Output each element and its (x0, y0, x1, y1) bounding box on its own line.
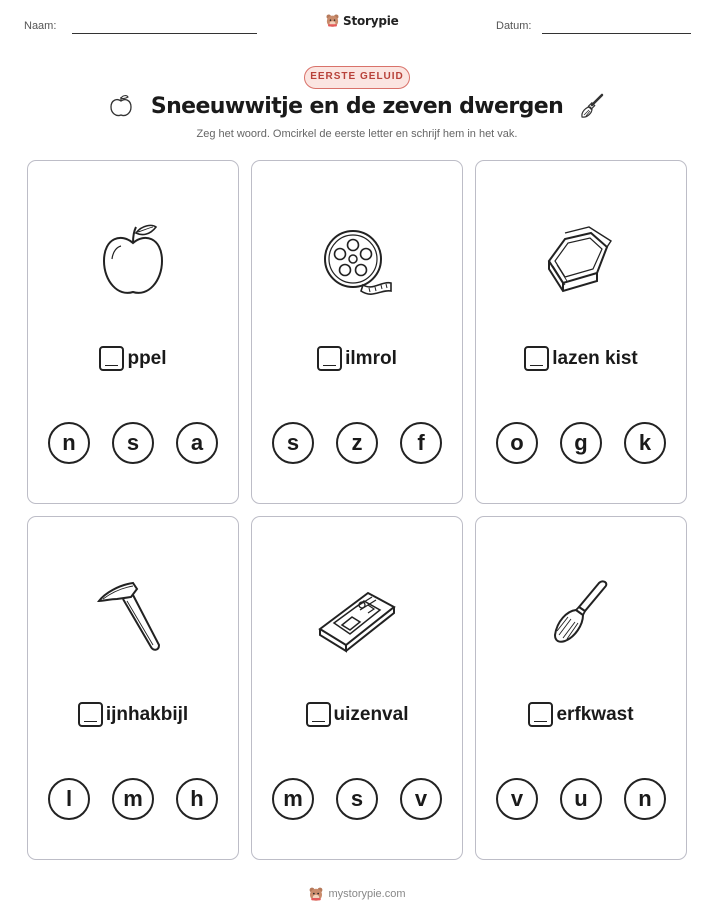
letter-option[interactable]: m (112, 778, 154, 820)
coffin-icon (541, 221, 621, 301)
answer-box[interactable] (317, 346, 342, 371)
brand-name: Storypie (343, 13, 399, 28)
word-fragment: ijnhakbijl (105, 703, 189, 725)
footer (0, 886, 714, 902)
word-fragment: ilmrol (345, 347, 397, 369)
category-badge: EERSTE GELUID (304, 66, 410, 89)
letter-option[interactable]: v (400, 778, 442, 820)
date-label: Datum: (496, 20, 532, 32)
brush-icon (541, 577, 621, 657)
exercise-card (27, 160, 239, 504)
word-fragment: ppel (127, 347, 167, 369)
mousetrap-icon (316, 577, 398, 657)
exercise-card (27, 516, 239, 860)
letter-option[interactable]: s (112, 422, 154, 464)
answer-box[interactable] (306, 702, 331, 727)
brand-logo (325, 13, 399, 28)
footer-url[interactable]: mystorypie.com (328, 888, 406, 900)
letter-option[interactable]: n (624, 778, 666, 820)
exercise-card (251, 160, 463, 504)
date-field[interactable] (542, 33, 691, 34)
letter-option[interactable]: n (48, 422, 90, 464)
exercise-card (251, 516, 463, 860)
page-title: Sneeuwwitje en de zeven dwergen (150, 94, 564, 119)
brush-icon (578, 92, 606, 120)
name-label: Naam: (24, 20, 57, 32)
hammer-icon (93, 577, 173, 657)
name-field[interactable] (72, 33, 257, 34)
letter-option[interactable]: f (400, 422, 442, 464)
answer-box[interactable] (99, 346, 124, 371)
word-fragment: lazen kist (552, 347, 638, 369)
letter-option[interactable]: a (176, 422, 218, 464)
letter-option[interactable]: k (624, 422, 666, 464)
word-fragment: uizenval (333, 703, 409, 725)
instructions: Zeg het woord. Omcirkel de eerste letter en schrijf hem in het vak. (196, 128, 518, 140)
letter-option[interactable]: s (272, 422, 314, 464)
exercise-card (475, 160, 687, 504)
letter-option[interactable]: v (496, 778, 538, 820)
apple-icon (98, 221, 168, 301)
answer-box[interactable] (528, 702, 553, 727)
bear-mascot-icon (325, 13, 340, 28)
exercise-card (475, 516, 687, 860)
bear-mascot-icon (308, 886, 324, 902)
letter-option[interactable]: h (176, 778, 218, 820)
letter-option[interactable]: u (560, 778, 602, 820)
letter-option[interactable]: l (48, 778, 90, 820)
film-reel-icon (319, 221, 395, 301)
letter-option[interactable]: g (560, 422, 602, 464)
letter-option[interactable]: m (272, 778, 314, 820)
letter-option[interactable]: o (496, 422, 538, 464)
answer-box[interactable] (524, 346, 549, 371)
answer-box[interactable] (78, 702, 103, 727)
letter-option[interactable]: z (336, 422, 378, 464)
word-fragment: erfkwast (556, 703, 634, 725)
letter-option[interactable]: s (336, 778, 378, 820)
